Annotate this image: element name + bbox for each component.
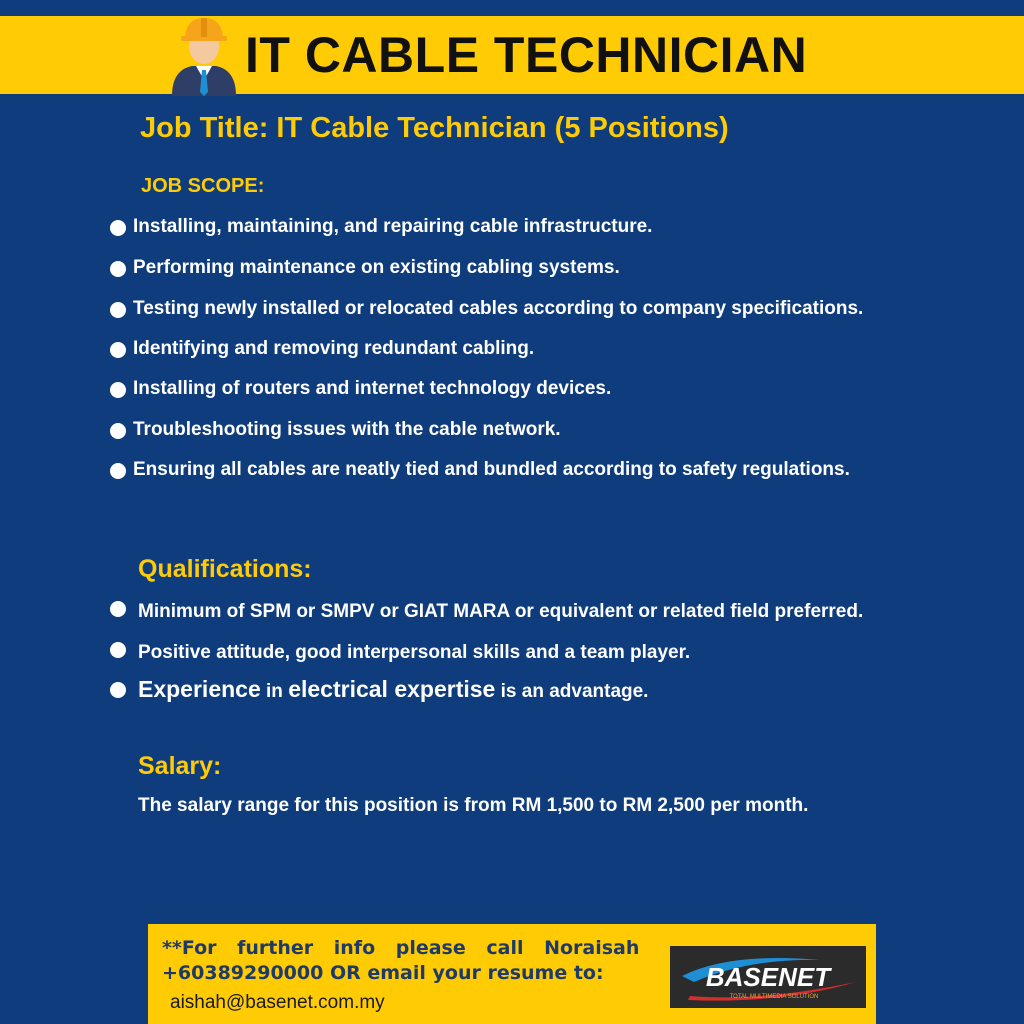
- salary-heading: Salary:: [138, 752, 222, 780]
- basenet-logo-icon: [670, 946, 866, 1008]
- job-scope-heading: JOB SCOPE:: [141, 175, 265, 197]
- contact-line-1: **For further info please call Noraisah: [162, 937, 640, 959]
- job-scope-item: Testing newly installed or relocated cables according to company specifications.: [133, 298, 864, 319]
- job-scope-item: Ensuring all cables are neatly tied and bundled according to safety regulations.: [133, 459, 850, 480]
- bullet-icon: [110, 220, 126, 236]
- bullet-icon: [110, 423, 126, 439]
- contact-email[interactable]: aishah@basenet.com.my: [170, 992, 385, 1013]
- basenet-logo: [670, 946, 866, 1008]
- job-title: Job Title: IT Cable Technician (5 Positions): [140, 112, 729, 144]
- bullet-icon: [110, 601, 126, 617]
- bullet-icon: [110, 463, 126, 479]
- banner-title: IT CABLE TECHNICIAN: [245, 27, 808, 83]
- job-scope-item: Installing of routers and internet technology devices.: [133, 378, 612, 399]
- bullet-icon: [110, 642, 126, 658]
- logo-wordmark: BASENET: [705, 962, 831, 992]
- advantage-phrase: is an advantage.: [500, 681, 649, 702]
- job-scope-item: Troubleshooting issues with the cable network.: [133, 419, 561, 440]
- in-word: in: [266, 681, 283, 702]
- experience-word: Experience: [138, 676, 261, 702]
- bullet-icon: [110, 382, 126, 398]
- construction-worker-icon: [168, 14, 240, 96]
- qualification-item: [138, 676, 648, 703]
- contact-line-2: +60389290000 OR email your resume to:: [162, 962, 604, 984]
- job-scope-item: Performing maintenance on existing cabling systems.: [133, 257, 620, 278]
- salary-text: The salary range for this position is from RM 1,500 to RM 2,500 per month.: [138, 795, 809, 816]
- job-scope-item: Identifying and removing redundant cabling.: [133, 338, 535, 359]
- bullet-icon: [110, 342, 126, 358]
- qualifications-heading: Qualifications:: [138, 555, 312, 583]
- qualification-item: Positive attitude, good interpersonal skills and a team player.: [138, 642, 691, 663]
- qualification-item: Minimum of SPM or SMPV or GIAT MARA or equivalent or related field preferred.: [138, 601, 864, 622]
- logo-tagline: TOTAL MULTIMEDIA SOLUTION: [729, 994, 819, 1000]
- bullet-icon: [110, 682, 126, 698]
- job-scope-item: Installing, maintaining, and repairing cable infrastructure.: [133, 216, 653, 237]
- bullet-icon: [110, 302, 126, 318]
- expertise-phrase: electrical expertise: [288, 676, 496, 702]
- bullet-icon: [110, 261, 126, 277]
